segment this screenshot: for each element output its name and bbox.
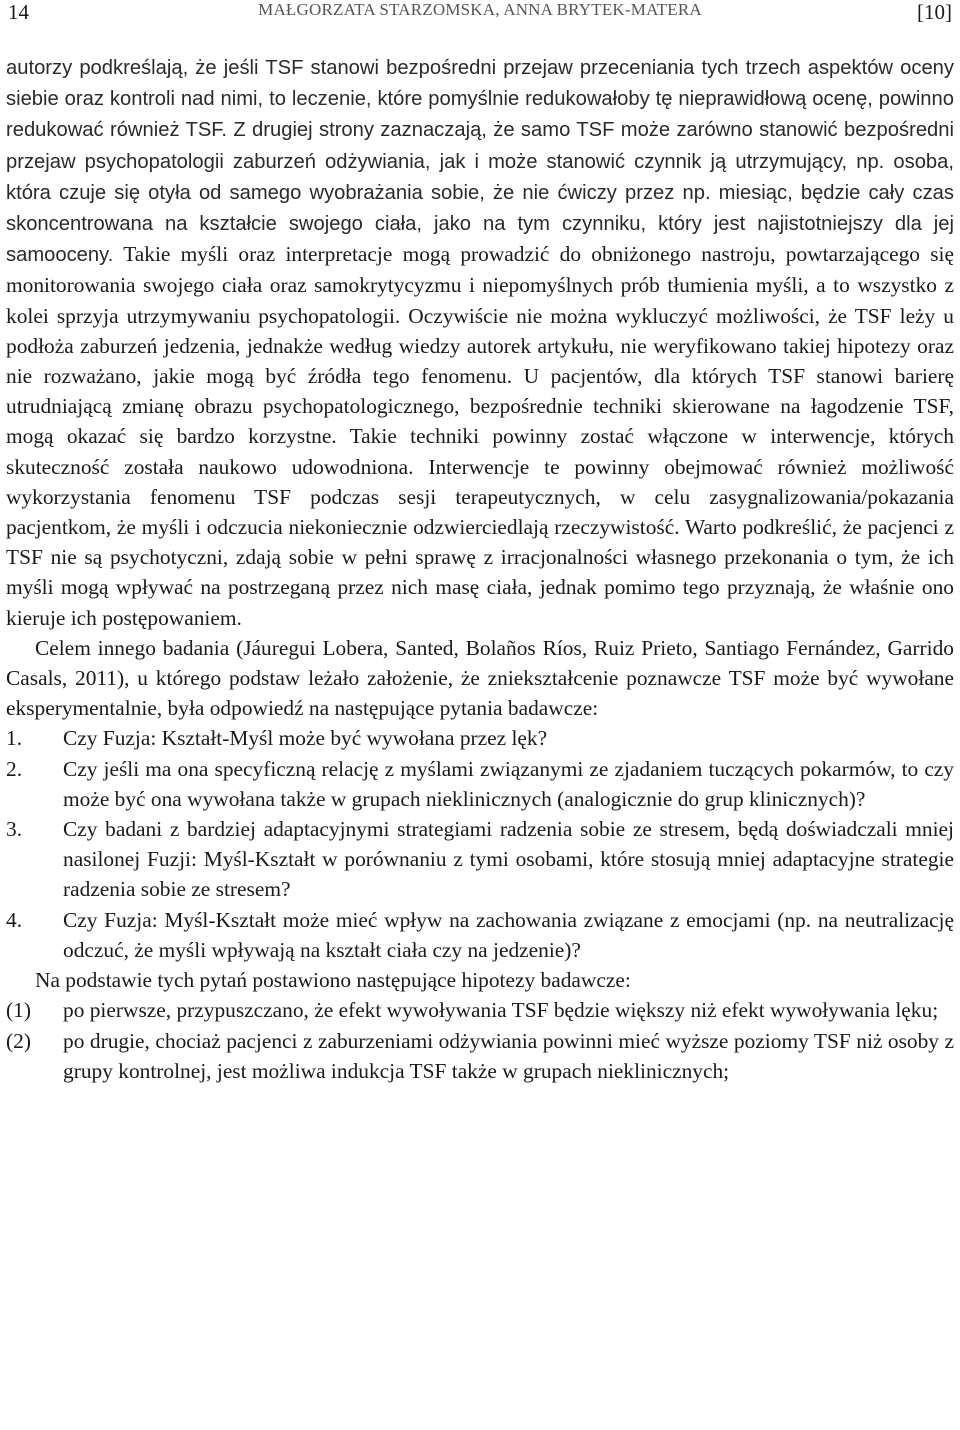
hypotheses-list <box>6 995 954 1086</box>
list-item <box>6 905 954 965</box>
list-item-number: (1) <box>6 998 31 1023</box>
list-item-text: po drugie, chociaż pacjenci z zaburzeniami odżywiania powinni mieć wyższe poziomy TSF niż osoby z grupy kontrolnej, jest możliwa indukcja TSF także w grupach nieklinicznych; <box>63 1028 954 1083</box>
document-page <box>6 0 954 1086</box>
paragraph-serif-part: Takie myśli oraz interpretacje mogą prowadzić do obniżonego nastroju, powtarzającego się monitorowania swojego ciała oraz samokrytycyzmu i niepomyślnych prób tłumienia myśli, a to wszystko z kolei sprzyja utrzymywaniu psychopatologii. Oczywiście nie można wykluczyć możliwości, że TSF leży u podłoża zaburzeń jedzenia, jednakże według wiedzy autorek artykułu, nie weryfikowano takiej hipotezy oraz nie rozważano, jakie mogą być źródła tego fenomenu. U pacjentów, dla których TSF stanowi barierę utrudniającą zmianę obrazu psychopatologicznego, bezpośrednie techniki skierowane na łagodzenie TSF, mogą okazać się bardzo korzystne. Takie techniki powinny zostać włączone w interwencje, których skuteczność została naukowo udowodniona. Interwencje te powinny obejmować również możliwość wykorzystania fenomenu TSF podczas sesji terapeutycznych, w celu zasygnalizowania/pokazania pacjentkom, że myśli i odczucia niekoniecznie odzwierciedlają rzeczywistość. Warto podkreślić, że pacjenci z TSF nie są psychotyczni, zdają sobie w pełni sprawę z irracjonalności własnego przekonania o tym, że ich myśli mogą wpływać na postrzeganą przez nich masę ciała, jednak pomimo tego przyznają, że właśnie ono kieruje ich postępowaniem. <box>6 242 954 630</box>
running-title: MAŁGORZATA STARZOMSKA, ANNA BRYTEK-MATERA <box>258 0 702 19</box>
list-item-text: Czy jeśli ma ona specyficzną relację z myślami związanymi ze zjadaniem tuczących pokarmów, to czy może być ona wywołana także w grupach nieklinicznych (analogicznie do grup klinicznych)? <box>63 756 954 811</box>
paragraph-hypotheses-intro: Na podstawie tych pytań postawiono następujące hipotezy badawcze: <box>35 968 631 993</box>
list-item-text: po pierwsze, przypuszczano, że efekt wywoływania TSF będzie większy niż efekt wywoływania lęku; <box>63 998 939 1023</box>
list-item-text: Czy Fuzja: Kształt-Myśl może być wywołana przez lęk? <box>63 726 548 751</box>
list-item <box>6 723 954 753</box>
list-item <box>6 1026 954 1086</box>
page-number: 14 <box>8 0 29 24</box>
issue-number: [10] <box>917 0 952 24</box>
list-item-number: 3. <box>6 817 23 842</box>
list-item <box>6 814 954 905</box>
list-item <box>6 995 954 1025</box>
body-text <box>6 52 954 1086</box>
list-item-text: Czy Fuzja: Myśl-Kształt może mieć wpływ na zachowania związane z emocjami (np. na neutralizację odczuć, że myśli wpływają na kształt ciała czy na jedzenie)? <box>63 907 954 962</box>
list-item-number: 4. <box>6 907 23 932</box>
list-item-number: (2) <box>6 1028 31 1053</box>
research-questions-list <box>6 723 954 965</box>
list-item-text: Czy badani z bardziej adaptacyjnymi strategiami radzenia sobie ze stresem, będą doświadczali mniej nasilonej Fuzji: Myśl-Kształt w porównaniu z tymi osobami, które stosują mniej adaptacyjne strategie radzenia sobie ze stresem? <box>63 817 954 902</box>
paragraph-sans-part: autorzy podkreślają, że jeśli TSF stanowi bezpośredni przejaw przeceniania tych trzech aspektów oceny siebie oraz kontroli nad nimi, to leczenie, które pomyślnie redukowałoby tę nieprawidłową ocenę, powinno redukować również TSF. Z drugiej strony zaznaczają, że samo TSF może zarówno stanowić bezpośredni przejaw psychopatologii zaburzeń odżywiania, jak i może stanowić czynnik ją utrzymujący, np. osoba, która czuje się otyła od samego wyobrażania sobie, że nie ćwiczy przez np. miesiąc, będzie cały czas skoncentrowana na kształcie swojego ciała, jako na tym czynniku, który jest najistotniejszy dla jej samooceny. <box>6 57 954 267</box>
paragraph-study-aim: Celem innego badania (Jáuregui Lobera, Santed, Bolaños Ríos, Ruiz Prieto, Santiago Fernández, Garrido Casals, 2011), u którego podstaw leżało założenie, że zniekształcenie poznawcze TSF może być wywołane eksperymentalnie, była odpowiedź na następujące pytania badawcze: <box>6 635 954 721</box>
paragraph-continuation <box>6 52 954 633</box>
list-item <box>6 754 954 814</box>
list-item-number: 1. <box>6 726 23 751</box>
running-header <box>6 0 954 40</box>
list-item-number: 2. <box>6 756 23 781</box>
